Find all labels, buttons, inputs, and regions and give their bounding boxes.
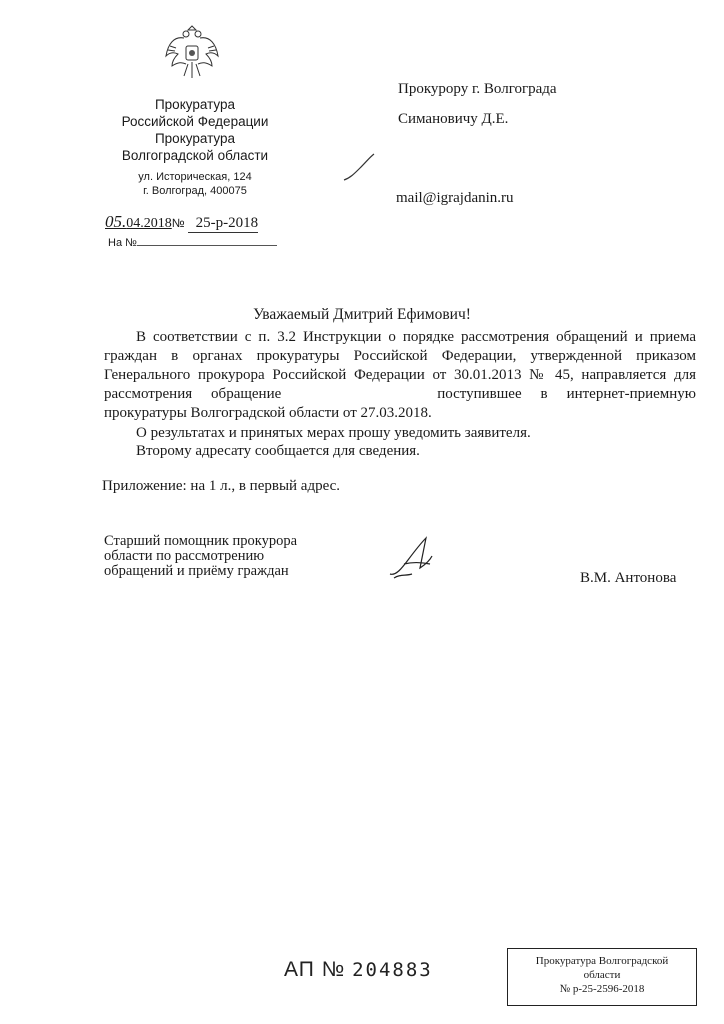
organization-name xyxy=(100,96,290,164)
stamp-line: № р-25-2596-2018 xyxy=(559,983,645,995)
number-label: № xyxy=(171,216,185,230)
handwritten-day: 05. xyxy=(105,212,127,231)
in-reply-to-label: На № xyxy=(108,237,137,249)
stamp-line: Прокуратура Волгоградской xyxy=(535,955,669,967)
body-paragraph-text: поступившее в интернет-приемную прокуратуры Волгоградской области от 27.03.2018. xyxy=(104,386,697,421)
org-line: Прокуратура xyxy=(154,131,236,146)
handwritten-check-mark xyxy=(342,152,376,182)
coat-of-arms-emblem xyxy=(160,22,224,86)
signer-title xyxy=(104,534,297,579)
salutation: Уважаемый Дмитрий Ефимович! xyxy=(253,306,471,323)
organization-address xyxy=(100,170,290,198)
ap-number-value: 204883 xyxy=(352,959,433,981)
address-street: ул. Историческая, 124 xyxy=(138,171,252,183)
org-line: Российской Федерации xyxy=(121,114,269,129)
ap-label: АП № xyxy=(284,958,346,981)
handwritten-signature xyxy=(386,534,446,580)
recipient-block xyxy=(398,74,557,134)
signer-title-line: обращений и приёму граждан xyxy=(104,563,289,579)
attachment-note: Приложение: на 1 л., в первый адрес. xyxy=(102,478,341,494)
ap-serial-number xyxy=(284,958,433,982)
signer-title-line: Старший помощник прокурора xyxy=(104,533,298,549)
in-reply-to-blank xyxy=(137,236,277,246)
reference-line xyxy=(105,212,258,233)
recipient-position: Прокурору г. Волгограда xyxy=(398,81,557,97)
org-line: Волгоградской области xyxy=(121,148,269,163)
recipient-name: Симановичу Д.Е. xyxy=(398,111,509,127)
stamp-line: области xyxy=(583,969,621,981)
recipient-email: mail@igrajdanin.ru xyxy=(396,190,514,206)
in-reply-to-line xyxy=(108,236,277,249)
body-paragraph-request: О результатах и принятых мерах прошу уведомить заявителя. xyxy=(136,425,531,441)
signer-title-line: области по рассмотрению xyxy=(104,548,265,564)
body-paragraph-notice: Второму адресату сообщается для сведения. xyxy=(136,443,420,459)
body-paragraph-text: В соответствии с п. 3.2 Инструкции о порядке рассмотрения обращений и приема граждан в органах прокуратуры Российской Федерации, утвержденной приказом Генерального прокурора Российской Федерации от 30.01.2013 № 45, направляется для рассмотрения обращение xyxy=(104,329,696,402)
signer-name: В.М. Антонова xyxy=(580,570,677,586)
org-line: Прокуратура xyxy=(154,97,236,112)
letter-date: 04.2018 xyxy=(126,216,172,231)
body-paragraph-main xyxy=(104,328,696,423)
document-number: 25-р-2018 xyxy=(188,215,258,233)
registration-stamp xyxy=(507,948,697,1006)
address-city: г. Волгоград, 400075 xyxy=(143,185,247,197)
